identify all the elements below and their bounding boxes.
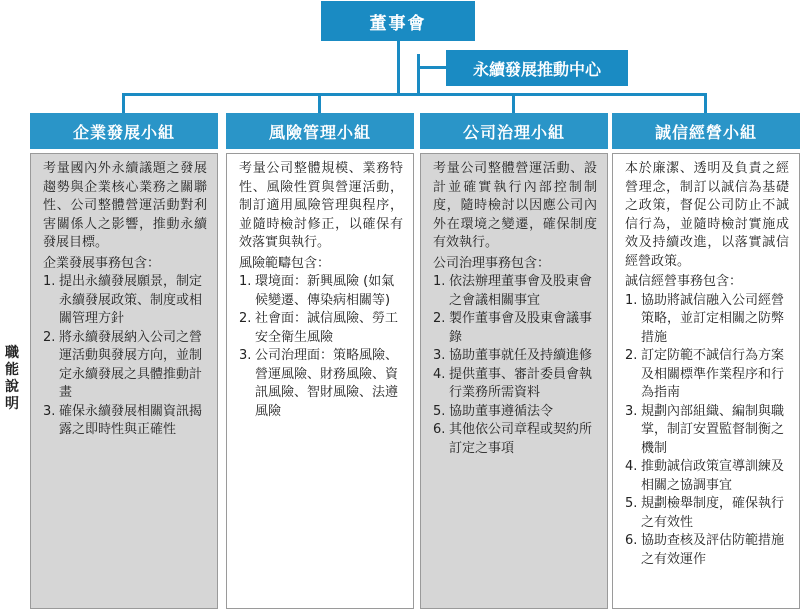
connector-drop-3: [512, 93, 515, 113]
list-item: 6. 其他依公司章程或契約所訂定之事項: [433, 422, 593, 456]
sustainability-center-box: 永續發展推動中心: [446, 50, 628, 86]
group-subheading: 公司治理事務包含：: [433, 255, 551, 271]
group-task-list: [625, 292, 789, 570]
list-item: 3. 公司治理面：策略風險、營運風險、財務風險、資訊風險、智財風險、法遵風險: [239, 348, 399, 419]
group-panel-corporate-governance: [420, 153, 608, 609]
list-item: 1. 協助將誠信融入公司經營策略，並訂定相關之防弊措施: [625, 292, 785, 345]
group-task-list: [43, 273, 207, 440]
list-item: 4. 推動誠信政策宣導訓練及相關之協調事宜: [625, 459, 785, 493]
list-item: 1. 提出永續發展願景，制定永續發展政策、制度或相關管理方針: [43, 274, 203, 326]
group-subheading: 風險範疇包含：: [239, 255, 331, 271]
list-item: 5. 協助董事遵循法令: [433, 403, 554, 419]
group-task-list: [433, 273, 597, 458]
list-item: 6. 協助查核及評估防範措施之有效運作: [625, 533, 785, 567]
list-item: 5. 規劃檢舉制度，確保執行之有效性: [625, 496, 785, 530]
group-header-corporate-governance: 公司治理小組: [420, 113, 608, 149]
list-item: 3. 規劃內部組織、編制與職掌，制訂安置監督制衡之機制: [625, 403, 785, 456]
list-item: 2. 社會面：誠信風險、勞工安全衛生風險: [239, 311, 399, 345]
group-header-corporate-development: 企業發展小組: [30, 113, 218, 149]
list-item: 2. 將永續發展納入公司之營運活動與發展方向，並制定永續發展之具體推動計畫: [43, 329, 203, 400]
list-item: 3. 協助董事就任及持續進修: [433, 348, 593, 363]
connector-drop-1: [122, 93, 125, 113]
connector-horizontal-bar: [122, 93, 706, 96]
list-item: 3. 確保永續發展相關資訊揭露之即時性與正確性: [43, 403, 203, 437]
connector-center-branch: [418, 66, 446, 69]
list-item: 4. 提供董事、審計委員會執行業務所需資料: [433, 366, 593, 400]
list-item: 2. 製作董事會及股東會議事錄: [433, 311, 593, 345]
board-box: 董事會: [321, 1, 475, 41]
group-subheading: 企業發展事務包含：: [43, 255, 161, 271]
connector-drop-4: [704, 93, 707, 113]
connector-board-down: [397, 41, 400, 94]
side-label: 職能說明: [5, 345, 19, 412]
list-item: 1. 環境面：新興風險 (如氣候變遷、傳染病相關等): [239, 274, 395, 308]
group-description: 考量公司整體營運活動、設計並確實執行內部控制制度，隨時檢討以因應公司內外在環境之變遷，確保制度有效執行。: [433, 161, 597, 250]
group-description: 考量公司整體規模、業務特性、風險性質與營運活動，制訂適用風險管理與程序，並隨時檢討修正，以確保有效落實與執行。: [239, 161, 403, 250]
group-panel-risk-management: [226, 153, 414, 609]
connector-center-branch-stem: [417, 54, 420, 94]
group-task-list: [239, 273, 403, 421]
list-item: 2. 訂定防範不誠信行為方案及相關標準作業程序和行為指南: [625, 348, 785, 400]
group-panel-integrity: [612, 153, 800, 609]
group-subheading: 誠信經營事務包含：: [625, 274, 743, 289]
group-description: 本於廉潔、透明及負責之經營理念，制訂以誠信為基礎之政策，督促公司防止不誠信行為，並隨時檢討實施成效及持續改進，以落實誠信經營政策。: [625, 161, 789, 269]
list-item: 1. 依法辦理董事會及股東會之會議相關事宜: [433, 274, 593, 308]
group-header-integrity: 誠信經營小組: [612, 113, 800, 149]
connector-drop-2: [318, 93, 321, 113]
group-header-risk-management: 風險管理小組: [226, 113, 414, 149]
group-description: 考量國內外永續議題之發展趨勢與企業核心業務之關聯性、公司整體營運活動對利害關係人之影響，推動永續發展目標。: [43, 161, 207, 250]
group-panel-corporate-development: [30, 153, 218, 609]
